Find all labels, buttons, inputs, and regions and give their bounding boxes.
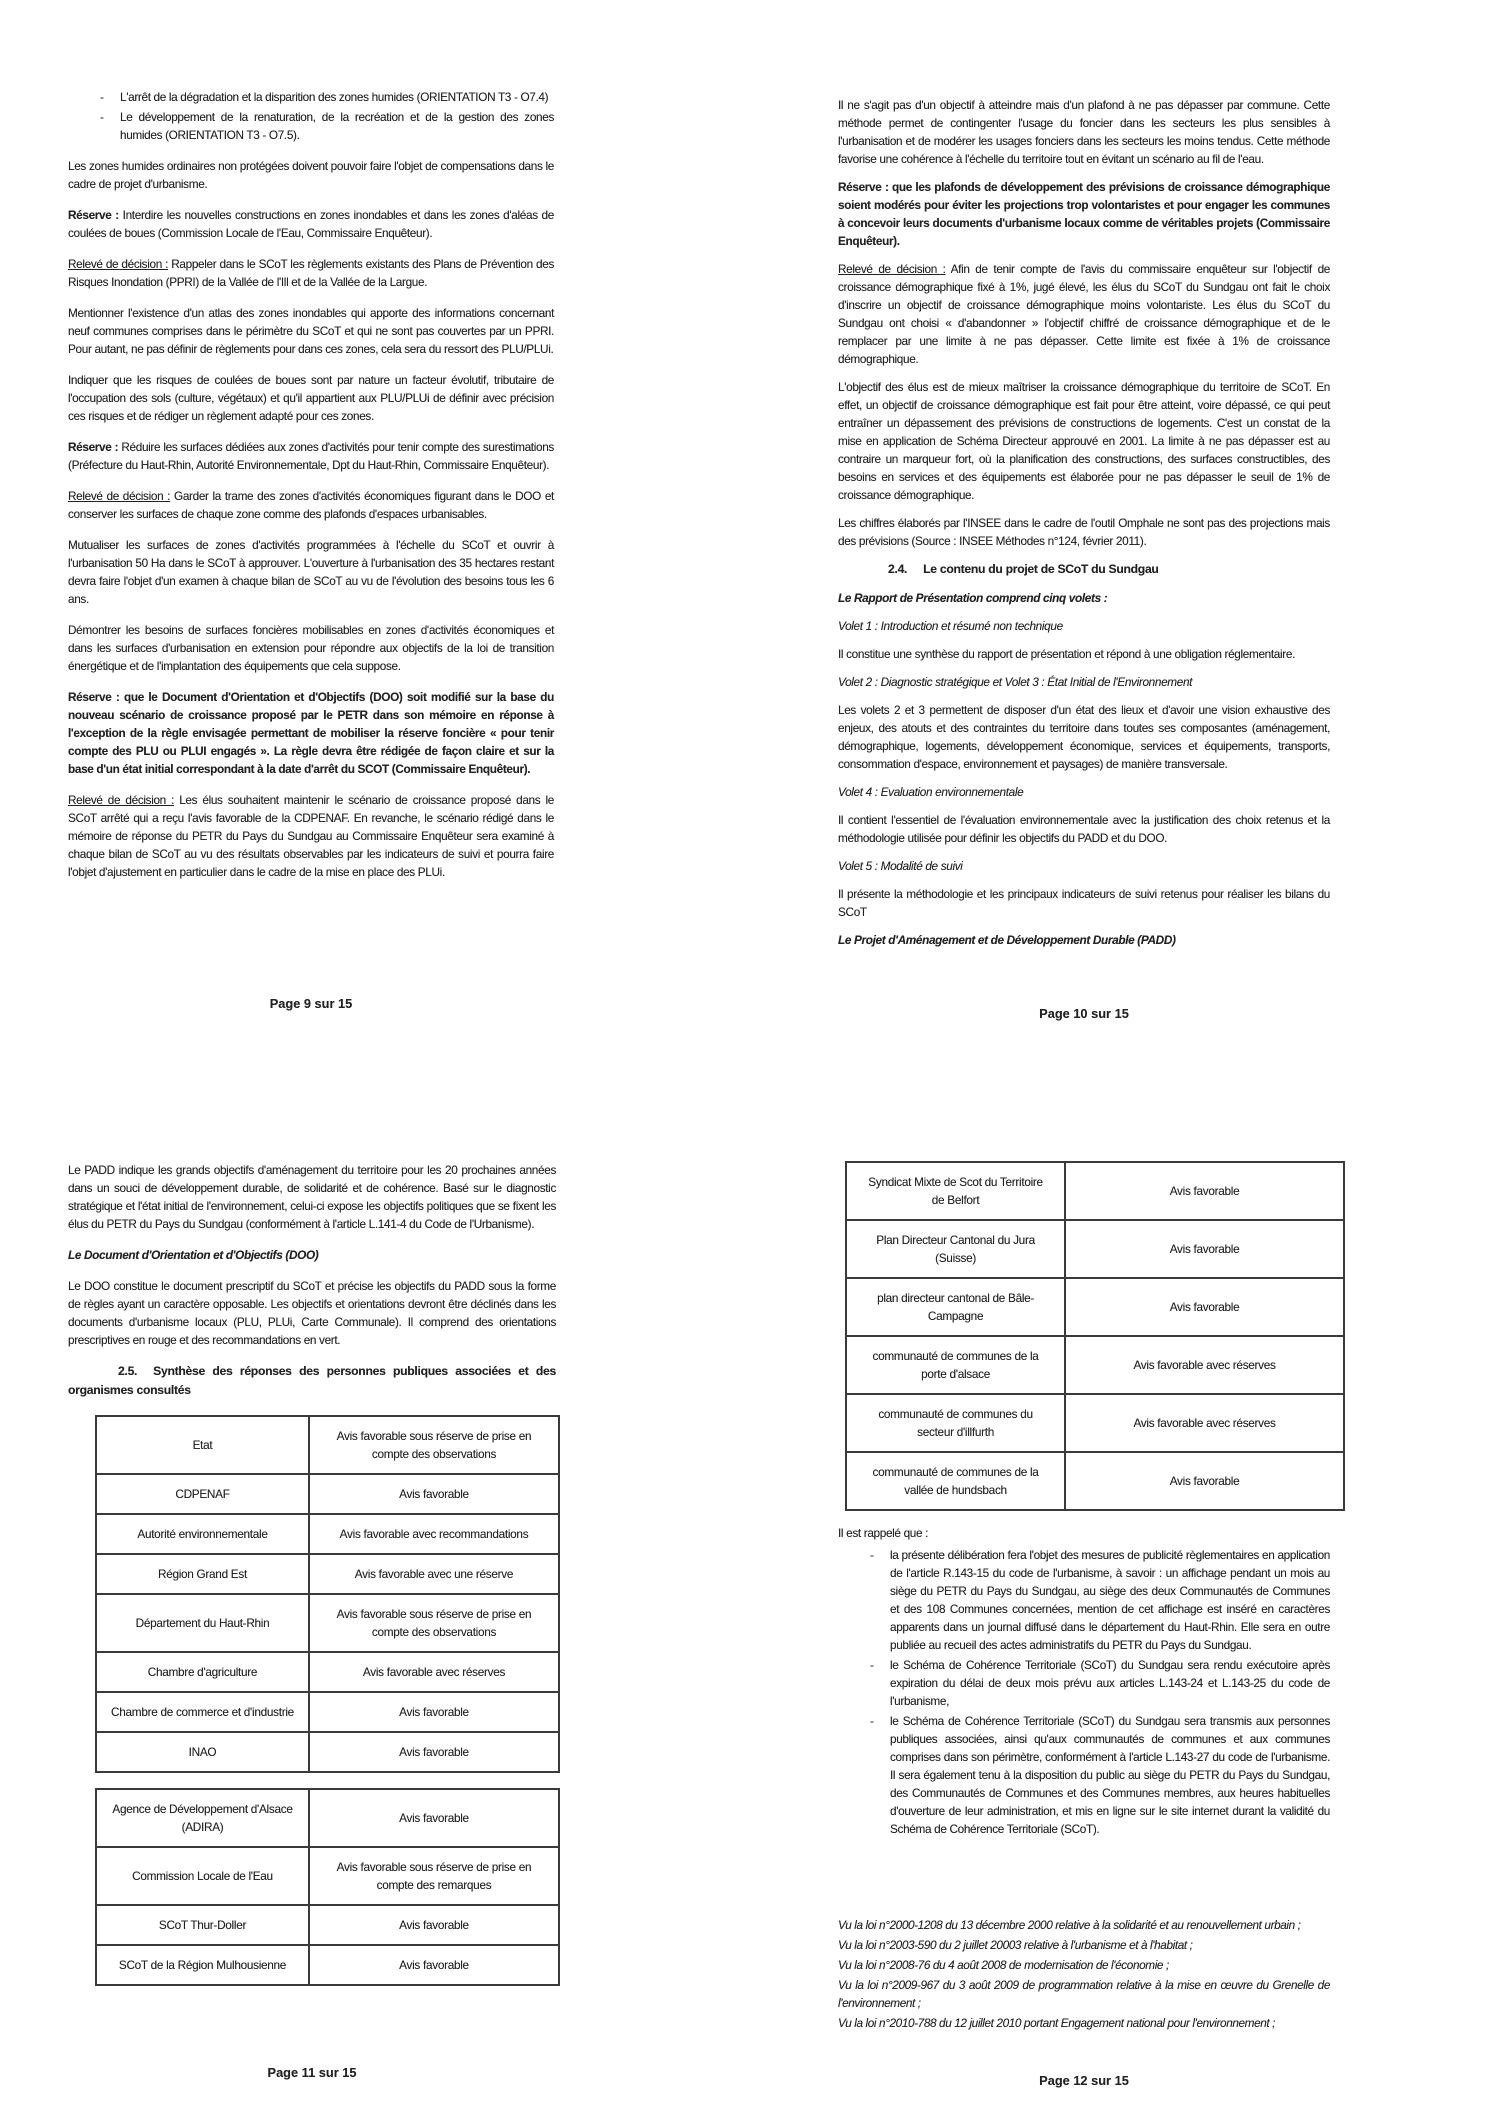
page-number: Page 11 sur 15 [267,2065,357,2080]
paragraph-text: Rappeler dans le SCoT les règlements existants des Plans de Prévention des Risques Inondation (PPRI) de la Vallée de l'Ill et de la Vallée de la Largue. [68,257,554,289]
list-item-text: Le développement de la renaturation, de la recréation et de la gestion des zones humides (ORIENTATION T3 - O7.5). [120,110,554,142]
releve-decision-label: Relevé de décision : [68,793,175,807]
organisme-cell: communauté de communes de la vallée de hundsbach [846,1452,1065,1510]
section-heading [68,1362,556,1399]
releve-decision-label: Relevé de décision : [838,262,946,276]
organisme-cell: Commission Locale de l'Eau [96,1847,309,1905]
avis-cell: Avis favorable avec recommandations [309,1514,559,1554]
page-11 [0,1061,750,2121]
page-11-content [68,1161,556,1986]
paragraph [838,857,1330,875]
organisme-cell: Agence de Développement d'Alsace (ADIRA) [96,1789,309,1847]
paragraph-text: Il présente la méthodologie et les principaux indicateurs de suivi retenus pour réaliser les bilans du SCoT [838,886,1330,919]
spacer [838,1851,1330,1903]
paragraph-text: L'objectif des élus est de mieux maîtriser la croissance démographique du territoire de SCoT. En effet, un objectif de croissance démographique est fait pour être atteint, voire dépassé, ce qui peut entraîner un dépassement des prévisions de constructions de logements. C'est un constat de la mise en application de Schéma Directeur approuvé en 2001. La limite à ne pas dépasser est au contraire un marqueur fort, où la planification des constructions, des surfaces constructibles, des besoins en services et des équipements est élaborée pour ne pas dépasser le seuil de 1% de croissance démographique. [838,380,1330,502]
page-number: Page 10 sur 15 [1039,1006,1129,1021]
list-item [838,1712,1330,1838]
paragraph [838,260,1330,368]
page-9 [0,0,750,1060]
organisme-cell: Plan Directeur Cantonal du Jura (Suisse) [846,1220,1065,1278]
paragraph-text: Mentionner l'existence d'un atlas des zones inondables qui apporte des informations concernant neuf communes comprises dans le périmètre du SCoT et qui ne sont pas couvertes par un PPRI. Pour autant, ne pas définir de règlements pour dans ces zones, cela sera du ressort des PLU/PLUi. [68,306,554,356]
avis-cell: Avis favorable sous réserve de prise en compte des remarques [309,1847,559,1905]
list-item [68,88,554,106]
table-row [96,1847,559,1905]
bullet-list [838,1546,1330,1838]
table-row [846,1394,1344,1452]
paragraph-text: Afin de tenir compte de l'avis du commissaire enquêteur sur l'objectif de croissance démographique fixé à 1%, jugé élevé, les élus du SCoT du Sundgau ont fait le choix d'inscrire un objectif de croissance démographique moins volontariste. Les élus du SCoT du Sundgau ont choisi « d'abandonner » l'objectif chiffré de croissance démographique et de le remplacer par une limite à ne pas dépasser. Cette limite est fixée à 1% de croissance démographique. [838,262,1330,366]
paragraph [838,617,1330,635]
avis-cell: Avis favorable [309,1474,559,1514]
table-row [96,1594,559,1652]
paragraph [838,783,1330,801]
page-number: Page 9 sur 15 [269,996,353,1011]
paragraph-text: Volet 5 : Modalité de suivi [838,858,963,873]
releve-decision-label: Relevé de décision : [68,489,171,503]
list-item [838,1656,1330,1710]
dash-bullet-icon: - [100,90,104,104]
paragraph-text: que le Document d'Orientation et d'Objectifs (DOO) soit modifié sur la base du nouveau scénario de croissance proposé par le PETR dans son mémoire en réponse à l'exception de la règle envisagée permettant de mobiliser la réserve foncière « pour tenir compte des PLU ou PLUI engagés ». La règle devra être rédigée de façon claire et sur la base d'un état initial correspondant à la date d'arrêt du SCOT (Commissaire Enquêteur). [68,690,554,776]
avis-cell: Avis favorable [1065,1452,1344,1510]
page-9-content [68,86,554,881]
paragraph [68,536,554,608]
paragraph [68,621,554,675]
avis-cell: Avis favorable avec réserves [1065,1336,1344,1394]
table-row [96,1474,559,1514]
avis-table [845,1161,1345,1511]
paragraph [838,1524,1330,1542]
paragraph [68,255,554,291]
paragraph-text: Les élus souhaitent maintenir le scénario de croissance proposé dans le SCoT arrêté qui a reçu l'avis favorable de la CDPENAF. En revanche, le scénario rédigé dans le mémoire de réponse du PETR du Pays du Sundgau au Commissaire Enquêteur sera examiné à chaque bilan de SCoT au vu des résultats observables par les indicateurs de suivi et pourra faire l'objet d'ajustement en particulier dans le cadre de la mise en place des PLUi. [68,793,554,879]
dash-bullet-icon: - [870,1714,874,1728]
organisme-cell: Chambre de commerce et d'industrie [96,1692,309,1732]
section-number: 2.5. [118,1364,138,1378]
paragraph [68,304,554,358]
paragraph [838,178,1330,250]
organisme-cell: SCoT Thur-Doller [96,1905,309,1945]
organisme-cell: Syndicat Mixte de Scot du Territoire de Belfort [846,1162,1065,1220]
reserve-label: Réserve : [68,440,119,454]
organisme-cell: Chambre d'agriculture [96,1652,309,1692]
avis-cell: Avis favorable [309,1789,559,1847]
avis-cell: Avis favorable sous réserve de prise en compte des observations [309,1594,559,1652]
paragraph-text: Le DOO constitue le document prescriptif du SCoT et précise les objectifs du PADD sous la forme de règles ayant un caractère opposable. Les objectifs et orientations devront être déclinés dans les documents d'urbanisme locaux (PLU, PLUi, Carte Communale). Il comprend des orientations prescriptives en rouge et des recommandations en vert. [68,1279,556,1347]
paragraph-text: Les volets 2 et 3 permettent de disposer d'un état des lieux et d'avoir une vision exhaustive des enjeux, des atouts et des contraintes du territoire dans toutes ses composantes (aménagement, démographique, logements, développement économique, services et équipements, transports, consommation d'espace, environnement et paysages) de manière transversale. [838,702,1330,771]
list-item-text: L'arrêt de la dégradation et la disparition des zones humides (ORIENTATION T3 - O7.4) [120,90,549,104]
table-row [96,1554,559,1594]
paragraph [68,157,554,193]
avis-cell: Avis favorable [1065,1220,1344,1278]
paragraph [68,1277,556,1349]
paragraph-text: Interdire les nouvelles constructions en zones inondables et dans les zones d'aléas de coulées de boues (Commission Locale de l'Eau, Commissaire Enquêteur). [68,208,554,240]
paragraph [838,96,1330,168]
paragraph-text: Le Projet d'Aménagement et de Développement Durable (PADD) [838,932,1176,947]
list-item-text: le Schéma de Cohérence Territoriale (SCoT) du Sundgau sera rendu exécutoire après expiration du délai de deux mois prévu aux articles L.143-24 et L.143-25 du code de l'urbanisme, [890,1658,1330,1708]
avis-table [95,1788,560,1986]
organisme-cell: Région Grand Est [96,1554,309,1594]
paragraph [68,371,554,425]
paragraph-text: Les chiffres élaborés par l'INSEE dans le cadre de l'outil Omphale ne sont pas des projections mais des prévisions (Source : INSEE Méthodes n°124, février 2011). [838,516,1330,548]
section-title: Synthèse des réponses des personnes publiques associées et des organismes consultés [68,1364,556,1397]
section-heading [838,560,1330,579]
paragraph-text: Volet 2 : Diagnostic stratégique et Volet 3 : État Initial de l'Environnement [838,674,1193,689]
section-title: Le contenu du projet de SCoT du Sundgau [923,562,1159,576]
organisme-cell: Etat [96,1416,309,1474]
paragraph-text: Le PADD indique les grands objectifs d'aménagement du territoire pour les 20 prochaines années dans un souci de développement durable, de solidarité et de cohérence. Basé sur le diagnostic stratégique et l'état initial de l'environnement, celui-ci expose les objectifs politiques que se fixent les élus du PETR du Pays du Sundgau (conformément à l'article L.141-4 du Code de l'Urbanisme). [68,1163,556,1231]
paragraph [838,378,1330,504]
paragraph-text: Réduire les surfaces dédiées aux zones d'activités pour tenir compte des surestimations (Préfecture du Haut-Rhin, Autorité Environnementale, Dpt du Haut-Rhin, Commissaire Enquêteur). [68,440,554,472]
organisme-cell: plan directeur cantonal de Bâle-Campagne [846,1278,1065,1336]
law-reference-line: Vu la loi n°2010-788 du 12 juillet 2010 portant Engagement national pour l'environnement ; [838,2016,1276,2030]
organisme-cell: Département du Haut-Rhin [96,1594,309,1652]
paragraph-text: Il ne s'agit pas d'un objectif à atteindre mais d'un plafond à ne pas dépasser par commune. Cette méthode permet de contingenter l'usage du foncier dans les secteurs les plus sensibles à l'urbanisation et de modérer les usages fonciers dans les secteurs les moins tendus. Cette méthode favorise une cohérence à l'échelle du territoire tout en évitant un scénario au fil de l'eau. [838,98,1330,166]
list-item-text: le Schéma de Cohérence Territoriale (SCoT) du Sundgau sera transmis aux personnes publiques associées, ainsi qu'aux communautés de communes et aux communes comprises dans son périmètre, conformément à l'article L.143-27 du code de l'urbanisme. Il sera également tenu à la disposition du public au siège du PETR du Pays du Sundgau, des Communautés de Communes et des Communes membres, aux heures habituelles d'ouverture de leur administration, et mis en ligne sur le site internet durant la validité du Schéma de Cohérence Territoriale (SCoT). [890,1714,1330,1836]
paragraph-text: Démontrer les besoins de surfaces foncières mobilisables en zones d'activités économiques et dans les surfaces d'urbanisation en extension pour répondre aux objectifs de la loi de transition énergétique et de l'implantation des équipements que cela suppose. [68,623,554,673]
avis-cell: Avis favorable [1065,1162,1344,1220]
avis-cell: Avis favorable avec réserves [309,1652,559,1692]
dash-bullet-icon: - [100,110,104,124]
organisme-cell: Autorité environnementale [96,1514,309,1554]
paragraph-text: Volet 1 : Introduction et résumé non technique [838,618,1063,633]
paragraph [68,487,554,523]
avis-cell: Avis favorable [1065,1278,1344,1336]
table-row [96,1945,559,1985]
dash-bullet-icon: - [870,1658,874,1672]
list-item [838,1546,1330,1654]
avis-cell: Avis favorable [309,1945,559,1985]
dash-bullet-icon: - [870,1548,874,1562]
paragraph-text: Il constitue une synthèse du rapport de présentation et répond à une obligation réglementaire. [838,646,1296,661]
reserve-label: Réserve : [68,208,119,222]
table-row [96,1416,559,1474]
page-12 [750,1061,1500,2121]
table-row [96,1732,559,1772]
paragraph-text: Il contient l'essentiel de l'évaluation environnementale avec la justification des choix retenus et la méthodologie utilisée pour définir les objectifs du PADD et du DOO. [838,812,1330,845]
section-number: 2.4. [888,562,908,576]
paragraph-text: Mutualiser les surfaces de zones d'activités programmées à l'échelle du SCoT et ouvrir à l'urbanisation 50 Ha dans le SCoT à approuver. L'ouverture à l'urbanisation des 35 hectares restant devra faire l'objet d'un examen à chaque bilan de SCoT au vu de l'évolution des besoins tous les 6 ans. [68,538,554,606]
paragraph [838,885,1330,921]
law-reference-line: Vu la loi n°2008-76 du 4 août 2008 de modernisation de l'économie ; [838,1958,1169,1972]
table-row [846,1278,1344,1336]
paragraph-text: Les zones humides ordinaires non protégées doivent pouvoir faire l'objet de compensations dans le cadre de projet d'urbanisme. [68,159,554,191]
law-reference-line: Vu la loi n°2000-1208 du 13 décembre 2000 relative à la solidarité et au renouvellement urbain ; [838,1918,1301,1932]
table-row [96,1652,559,1692]
paragraph [68,688,554,778]
table-row [846,1220,1344,1278]
table-row [846,1162,1344,1220]
avis-cell: Avis favorable avec une réserve [309,1554,559,1594]
organisme-cell: SCoT de la Région Mulhousienne [96,1945,309,1985]
law-reference-list [838,1916,1330,2032]
page-number: Page 12 sur 15 [1039,2073,1129,2088]
paragraph [838,811,1330,847]
table-row [846,1452,1344,1510]
releve-decision-label: Relevé de décision : [68,257,169,271]
page-10-content [838,96,1330,949]
paragraph [838,589,1330,607]
paragraph-text: que les plafonds de développement des prévisions de croissance démographique soient modérés pour éviter les projections trop volontaristes et pour engager les communes à concevoir leurs documents d'urbanisme locaux comme de véritables projets (Commissaire Enquêteur). [838,180,1330,248]
page-10 [750,0,1500,1060]
paragraph [838,931,1330,949]
avis-cell: Avis favorable [309,1692,559,1732]
paragraph [68,206,554,242]
table-row [846,1336,1344,1394]
table-row [96,1789,559,1847]
law-reference-line: Vu la loi n°2003-590 du 2 juillet 20003 relative à l'urbanisme et à l'habitat ; [838,1938,1193,1952]
organisme-cell: CDPENAF [96,1474,309,1514]
paragraph-text: Il est rappelé que : [838,1526,929,1540]
avis-cell: Avis favorable [309,1732,559,1772]
paragraph [838,645,1330,663]
list-item [68,108,554,144]
law-reference-line: Vu la loi n°2009-967 du 3 août 2009 de programmation relative à la mise en œuvre du Grenelle de l'environnement ; [838,1978,1330,2010]
paragraph-text: Le Document d'Orientation et d'Objectifs (DOO) [68,1248,319,1262]
paragraph-text: Garder la trame des zones d'activités économiques figurant dans le DOO et conserver les surfaces de chaque zone comme des plafonds d'espaces urbanisables. [68,489,554,521]
paragraph [68,1161,556,1233]
table-row [96,1514,559,1554]
reserve-label: Réserve : [68,690,120,704]
organisme-cell: INAO [96,1732,309,1772]
paragraph-text: Le Rapport de Présentation comprend cinq volets : [838,590,1108,605]
page-12-content [838,1161,1330,2032]
paragraph [68,438,554,474]
avis-cell: Avis favorable sous réserve de prise en compte des observations [309,1416,559,1474]
table-row [96,1692,559,1732]
paragraph [838,673,1330,691]
bullet-list [68,88,554,144]
avis-cell: Avis favorable [309,1905,559,1945]
reserve-label: Réserve : [838,180,889,194]
avis-table [95,1415,560,1773]
paragraph [68,1246,556,1264]
paragraph-text: Volet 4 : Evaluation environnementale [838,784,1024,799]
paragraph [68,791,554,881]
table-row [96,1905,559,1945]
paragraph [838,701,1330,773]
avis-cell: Avis favorable avec réserves [1065,1394,1344,1452]
paragraph [838,514,1330,550]
organisme-cell: communauté de communes du secteur d'illfurth [846,1394,1065,1452]
organisme-cell: communauté de communes de la porte d'alsace [846,1336,1065,1394]
paragraph-text: Indiquer que les risques de coulées de boues sont par nature un facteur évolutif, tributaire de l'occupation des sols (culture, végétaux) et qu'il appartient aux PLU/PLUi de définir avec précision ces risques et de rédiger un règlement adapté pour ces zones. [68,373,554,423]
list-item-text: la présente délibération fera l'objet des mesures de publicité règlementaires en application de l'article R.143-15 du code de l'urbanisme, à savoir : un affichage pendant un mois au siège du PETR du Pays du Sundgau, au siège des deux Communautés de Communes et des 108 Communes concernées, mention de cet affichage est inséré en caractères apparents dans un journal diffusé dans le département du Haut-Rhin. Elle sera en outre publiée au recueil des actes administratifs du PETR du Pays du Sundgau. [890,1548,1330,1652]
